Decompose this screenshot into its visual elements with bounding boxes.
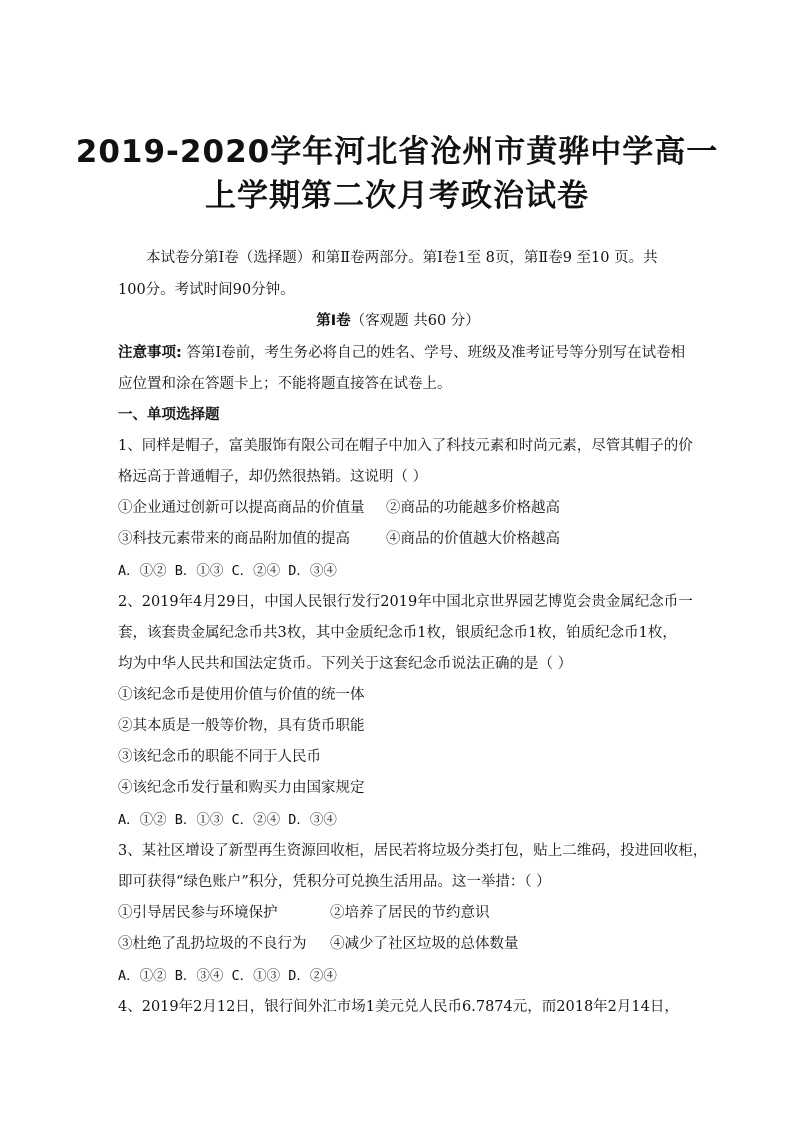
q3-answer-choices: A．①② B．③④ C．①③ D．②④ xyxy=(118,968,337,984)
q1-option-row-2 xyxy=(118,529,678,549)
q2-option-4: ④该纪念币发行量和购买力由国家规定 xyxy=(118,780,365,796)
q3-option-1: ①引导居民参与环境保护 xyxy=(118,905,278,921)
q2-stem-line-1: 2、2019年4月29日，中国人民银行发行2019年中国北京世界园艺博览会贵金属纪念币一 xyxy=(118,594,693,610)
q2-option-3: ③该纪念币的职能不同于人民币 xyxy=(118,749,321,765)
intro-line-2: 100分。考试时间90分钟。 xyxy=(118,282,295,298)
notice-text: 答第Ⅰ卷前，考生务必将自己的姓名、学号、班级及准考证号等分别写在试卷相 xyxy=(181,345,686,361)
q3-option-2: ②培养了居民的节约意识 xyxy=(330,905,490,921)
q3-option-row-1 xyxy=(118,903,678,923)
q3-stem-line-2: 即可获得“绿色账户”积分，凭积分可兑换生活用品。这一举措：（ ） xyxy=(118,874,551,890)
q1-stem-line-2: 格远高于普通帽子，却仍然很热销。这说明（ ） xyxy=(118,469,428,485)
q4-stem-line-1: 4、2019年2月12日，银行间外汇市场1美元兑人民币6.7874元，而2018年2月14日， xyxy=(118,999,679,1015)
q2-option-2: ②其本质是一般等价物，具有货币职能 xyxy=(118,718,365,734)
q1-answer-choices: A．①② B．①③ C．②④ D．③④ xyxy=(118,563,337,579)
q3-option-row-2 xyxy=(118,934,678,954)
q3-option-3: ③杜绝了乱扔垃圾的不良行为 xyxy=(118,936,307,952)
notice-label: 注意事项: xyxy=(118,345,182,361)
notice-line-1 xyxy=(118,343,686,363)
q2-answer-choices: A．①② B．①③ C．②④ D．③④ xyxy=(118,812,337,828)
q1-option-4: ④商品的价值越大价格越高 xyxy=(386,531,560,547)
q1-option-row-1 xyxy=(118,498,678,518)
q2-stem-line-2: 套，该套贵金属纪念币共3枚，其中金质纪念币1枚，银质纪念币1枚，铂质纪念币1枚， xyxy=(118,625,677,641)
section-heading-bold: 第Ⅰ卷 xyxy=(316,313,351,329)
intro-line-1: 本试卷分第Ⅰ卷（选择题）和第Ⅱ卷两部分。第Ⅰ卷1至 8页，第Ⅱ卷9 至10 页。共 xyxy=(146,250,658,266)
section-heading xyxy=(118,311,678,331)
q3-stem-line-1: 3、某社区增设了新型再生资源回收柜，居民若将垃圾分类打包，贴上二维码，投进回收柜， xyxy=(118,843,708,859)
q2-stem-line-3: 均为中华人民共和国法定货币。下列关于这套纪念币说法正确的是（ ） xyxy=(118,656,573,672)
q1-stem-line-1: 1、同样是帽子，富美服饰有限公司在帽子中加入了科技元素和时尚元素，尽管其帽子的价 xyxy=(118,438,693,454)
q1-option-1: ①企业通过创新可以提高商品的价值量 xyxy=(118,500,365,516)
q1-option-3: ③科技元素带来的商品附加值的提高 xyxy=(118,531,350,547)
q3-option-4: ④减少了社区垃圾的总体数量 xyxy=(330,936,519,952)
part-heading: 一、单项选择题 xyxy=(118,407,220,423)
q1-option-2: ②商品的功能越多价格越高 xyxy=(386,500,560,516)
document-title-line-1: 2019-2020学年河北省沧州市黄骅中学高一 xyxy=(75,134,719,170)
section-heading-rest: （客观题 共60 分） xyxy=(350,313,480,329)
document-title-line-2: 上学期第二次月考政治试卷 xyxy=(205,178,589,214)
q2-option-1: ①该纪念币是使用价值与价值的统一体 xyxy=(118,687,365,703)
notice-line-2: 应位置和涂在答题卡上；不能将题直接答在试卷上。 xyxy=(118,376,452,392)
